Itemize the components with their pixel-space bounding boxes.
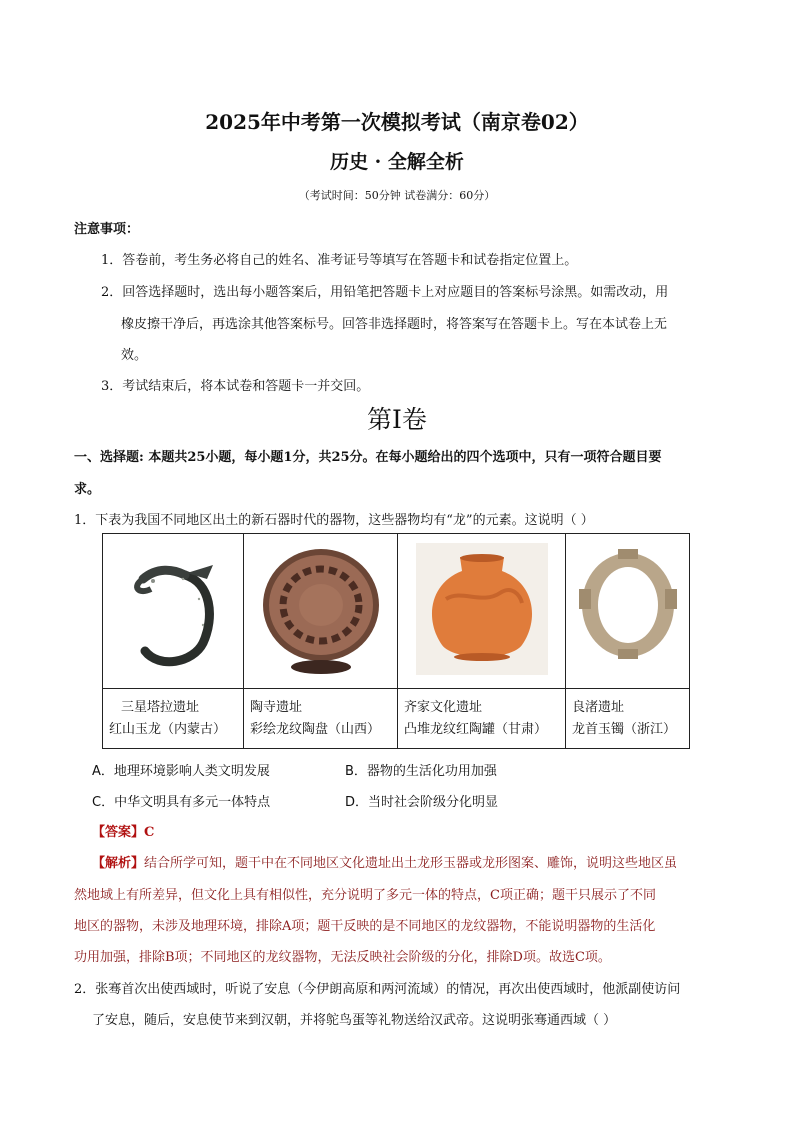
artifact-caption-3 (398, 689, 566, 749)
option-b: B．器物的生活化功用加强 (345, 764, 497, 779)
notice-item-3: 3．考试结束后，将本试卷和答题卡一并交回。 (101, 379, 370, 394)
question-1-stem: 1．下表为我国不同地区出土的新石器时代的器物，这些器物均有“龙”的元素。这说明（ ） (74, 513, 594, 528)
jade-dragon-image (113, 539, 233, 679)
object-name: 红山玉龙（内蒙古） (109, 721, 227, 737)
question-2-stem-cont: 了安息，随后，安息使节来到汉朝，并将鸵鸟蛋等礼物送给汉武帝。这说明张骞通西域（ ） (92, 1013, 617, 1028)
artifact-cell-3 (398, 534, 566, 689)
artifact-cell-2 (244, 534, 398, 689)
page-subtitle: 历史 · 全解全析 (330, 151, 464, 173)
analysis-text: 结合所学可知，题干中在不同地区文化遗址出土龙形玉器或龙形图案、雕饰，说明这些地区虽 (144, 856, 678, 871)
notice-item-2: 2．回答选择题时，选出每小题答案后，用铅笔把答题卡上对应题目的答案标号涂黑。如需改动，用 (101, 285, 669, 300)
painted-plate-image (251, 539, 391, 679)
artifact-caption-4 (566, 689, 690, 749)
site-name: 陶寺遗址 (250, 699, 303, 715)
artifact-cell-4 (566, 534, 690, 689)
part-one-instructions-cont: 求。 (74, 482, 101, 497)
artifact-caption-1 (103, 689, 244, 749)
jade-bracelet-image (573, 539, 683, 679)
part-one-instructions: 一、选择题: 本题共25小题，每小题1分，共25分。在每小题给出的四个选项中，只有一项符合题目要 (74, 450, 662, 465)
analysis-label: 【解析】 (92, 856, 145, 871)
option-a: A．地理环境影响人类文明发展 (92, 764, 270, 779)
exam-info: （考试时间：50分钟 试卷满分：60分） (298, 189, 496, 202)
artifact-table (102, 533, 690, 749)
answer-label: 【答案】C (92, 825, 155, 840)
section-title: 第Ⅰ卷 (367, 405, 427, 434)
analysis-line-4: 功用加强，排除B项；不同地区的龙纹器物，无法反映社会阶级的分化，排除D项。故选C项。 (74, 950, 611, 965)
notice-item-1: 1．答卷前，考生务必将自己的姓名、准考证号等填写在答题卡和试卷指定位置上。 (101, 253, 578, 268)
option-d: D．当时社会阶级分化明显 (345, 795, 499, 810)
analysis-line-2: 然地域上有所差异，但文化上具有相似性，充分说明了多元一体的特点，C项正确；题干只展示了不同 (74, 888, 656, 903)
site-name: 齐家文化遗址 (404, 699, 483, 715)
site-name: 良渚遗址 (572, 699, 625, 715)
notice-item-2-end: 效。 (121, 348, 148, 363)
artifact-caption-row (103, 689, 690, 749)
artifact-image-row (103, 534, 690, 689)
object-name: 凸堆龙纹红陶罐（甘肃） (404, 721, 548, 737)
option-c: C．中华文明具有多元一体特点 (92, 795, 271, 810)
notice-heading: 注意事项： (74, 222, 140, 237)
notice-item-2-cont: 橡皮擦干净后，再选涂其他答案标号。回答非选择题时，将答案写在答题卡上。写在本试卷上无 (121, 317, 668, 332)
object-name: 彩绘龙纹陶盘（山西） (250, 721, 381, 737)
object-name: 龙首玉镯（浙江） (572, 721, 677, 737)
question-2-stem: 2．张骞首次出使西域时，听说了安息（今伊朗高原和两河流域）的情况，再次出使西域时，他派副使访问 (74, 982, 681, 997)
page-title: 2025年中考第一次模拟考试（南京卷02） (205, 110, 589, 134)
site-name: 三星塔拉遗址 (121, 699, 200, 715)
analysis-line-3: 地区的器物，未涉及地理环境，排除A项；题干反映的是不同地区的龙纹器物，不能说明器物的生活化 (74, 919, 656, 934)
artifact-cell-1 (103, 534, 244, 689)
analysis-line-1 (92, 852, 677, 871)
artifact-caption-2 (244, 689, 398, 749)
red-pottery-jar-image (412, 539, 552, 679)
